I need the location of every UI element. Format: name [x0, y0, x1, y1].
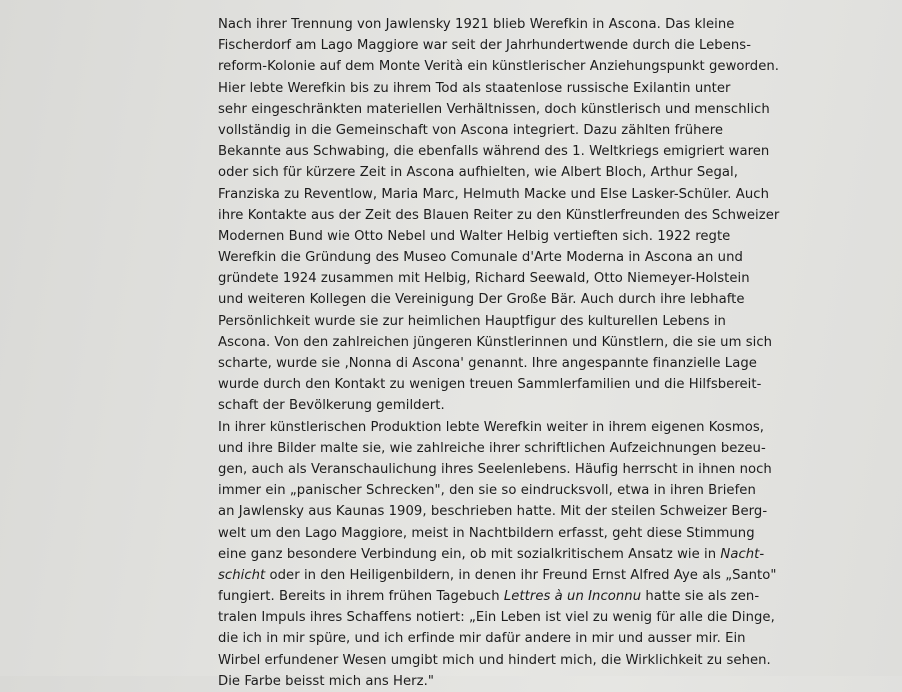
- text-line: [218, 565, 778, 586]
- body-text: In ihrer künstlerischen Produktion lebte Werefkin weiter in ihrem eigenen Kosmos,: [218, 419, 765, 435]
- text-line: [218, 459, 778, 480]
- text-line: [218, 438, 778, 459]
- body-text: fungiert. Bereits in ihrem frühen Tagebuch: [218, 589, 504, 605]
- italic-title-text: Lettres à un Inconnu: [503, 589, 642, 605]
- text-line: [218, 226, 778, 247]
- text-line: [218, 501, 778, 522]
- body-text: Bekannte aus Schwabing, die ebenfalls während des 1. Weltkriegs emigriert waren: [218, 144, 770, 160]
- body-text: wurde durch den Kontakt zu wenigen treuen Sammlerfamilien und die Hilfsbereit-: [218, 377, 762, 393]
- body-text: an Jawlensky aus Kaunas 1909, beschrieben hatte. Mit der steilen Schweizer Berg-: [218, 504, 768, 520]
- body-text: und ihre Bilder malte sie, wie zahlreiche ihrer schriftlichen Aufzeichnungen bezeu-: [218, 440, 766, 456]
- text-line: [218, 14, 778, 35]
- body-text: Persönlichkeit wurde sie zur heimlichen Hauptfigur des kulturellen Lebens in: [218, 313, 726, 329]
- body-text: tralen Impuls ihres Schaffens notiert: „Ein Leben ist viel zu wenig für alle die Dinge,: [218, 610, 775, 626]
- body-text: vollständig in die Gemeinschaft von Ascona integriert. Dazu zählten frühere: [218, 122, 724, 138]
- body-text: und weiteren Kollegen die Vereinigung Der Große Bär. Auch durch ihre lebhafte: [218, 292, 745, 308]
- body-text: schaft der Bevölkerung gemildert.: [218, 398, 445, 414]
- text-line: [218, 417, 778, 438]
- text-line: [218, 56, 778, 77]
- text-line: [218, 586, 778, 607]
- body-text: welt um den Lago Maggiore, meist in Nachtbildern erfasst, geht diese Stimmung: [218, 525, 755, 541]
- text-line: [218, 289, 778, 310]
- text-line: [218, 671, 778, 692]
- text-line: [218, 607, 778, 628]
- body-text: Nach ihrer Trennung von Jawlensky 1921 blieb Werefkin in Ascona. Das kleine: [218, 17, 735, 32]
- body-text: Franziska zu Reventlow, Maria Marc, Helmuth Macke und Else Lasker-Schüler. Auch: [218, 186, 769, 202]
- body-text: Ascona. Von den zahlreichen jüngeren Künstlerinnen und Künstlern, die sie um sich: [218, 334, 773, 350]
- body-text: die ich in mir spüre, und ich erfinde mir dafür andere in mir und ausser mir. Ein: [218, 631, 746, 647]
- body-text: sehr eingeschränkten materiellen Verhältnissen, doch künstlerisch und menschlich: [218, 101, 770, 117]
- text-line: [218, 332, 778, 353]
- text-line: [218, 628, 778, 649]
- text-line: [218, 99, 778, 120]
- body-text: scharte, wurde sie ‚Nonna di Ascona' genannt. Ihre angespannte finanzielle Lage: [218, 356, 757, 371]
- text-line: [218, 247, 778, 268]
- body-text: Fischerdorf am Lago Maggiore war seit der Jahrhundertwende durch die Lebens-: [218, 38, 752, 54]
- body-text: oder in den Heiligenbildern, in denen ihr Freund Ernst Alfred Aye als „Santo": [265, 567, 777, 583]
- text-line: [218, 205, 778, 226]
- body-text: hatte sie als zen-: [641, 589, 760, 605]
- text-line: [218, 268, 778, 289]
- body-text: ihre Kontakte aus der Zeit des Blauen Reiter zu den Künstlerfreunden des Schweizer: [218, 207, 780, 223]
- body-text: Werefkin die Gründung des Museo Comunale d'Arte Moderna in Ascona an und: [218, 250, 743, 266]
- body-text: Wirbel erfundener Wesen umgibt mich und hindert mich, die Wirklichkeit zu sehen.: [218, 652, 771, 668]
- text-line: [218, 374, 778, 395]
- italic-title-text: Nacht-: [720, 546, 765, 562]
- body-text: gründete 1924 zusammen mit Helbig, Richard Seewald, Otto Niemeyer-Holstein: [218, 271, 750, 287]
- text-line: [218, 650, 778, 671]
- body-text: Modernen Bund wie Otto Nebel und Walter Helbig vertieften sich. 1922 regte: [218, 228, 731, 244]
- text-line: [218, 311, 778, 332]
- body-text: oder sich für kürzere Zeit in Ascona aufhielten, wie Albert Bloch, Arthur Segal,: [218, 165, 738, 181]
- text-line: [218, 35, 778, 56]
- text-line: [218, 120, 778, 141]
- text-line: [218, 480, 778, 501]
- text-line: [218, 395, 778, 416]
- text-line: [218, 544, 778, 565]
- body-text: Hier lebte Werefkin bis zu ihrem Tod als staatenlose russische Exilantin unter: [218, 80, 731, 96]
- text-line: [218, 162, 778, 183]
- text-line: [218, 141, 778, 162]
- text-line: [218, 353, 778, 374]
- body-text: reform-Kolonie auf dem Monte Verità ein künstlerischer Anziehungspunkt geworden.: [218, 59, 780, 75]
- body-text: gen, auch als Veranschaulichung ihres Seelenlebens. Häufig herrscht in ihnen noch: [218, 461, 772, 477]
- body-text: Die Farbe beisst mich ans Herz.": [218, 673, 434, 689]
- text-line: [218, 184, 778, 205]
- body-text: eine ganz besondere Verbindung ein, ob mit sozialkritischem Ansatz wie in: [218, 546, 721, 562]
- italic-title-text: schicht: [218, 567, 266, 583]
- text-line: [218, 523, 778, 544]
- body-text: immer ein „panischer Schrecken", den sie so eindrucksvoll, etwa in ihren Briefen: [218, 483, 756, 499]
- wall-text-panel: [218, 14, 778, 692]
- text-line: [218, 78, 778, 99]
